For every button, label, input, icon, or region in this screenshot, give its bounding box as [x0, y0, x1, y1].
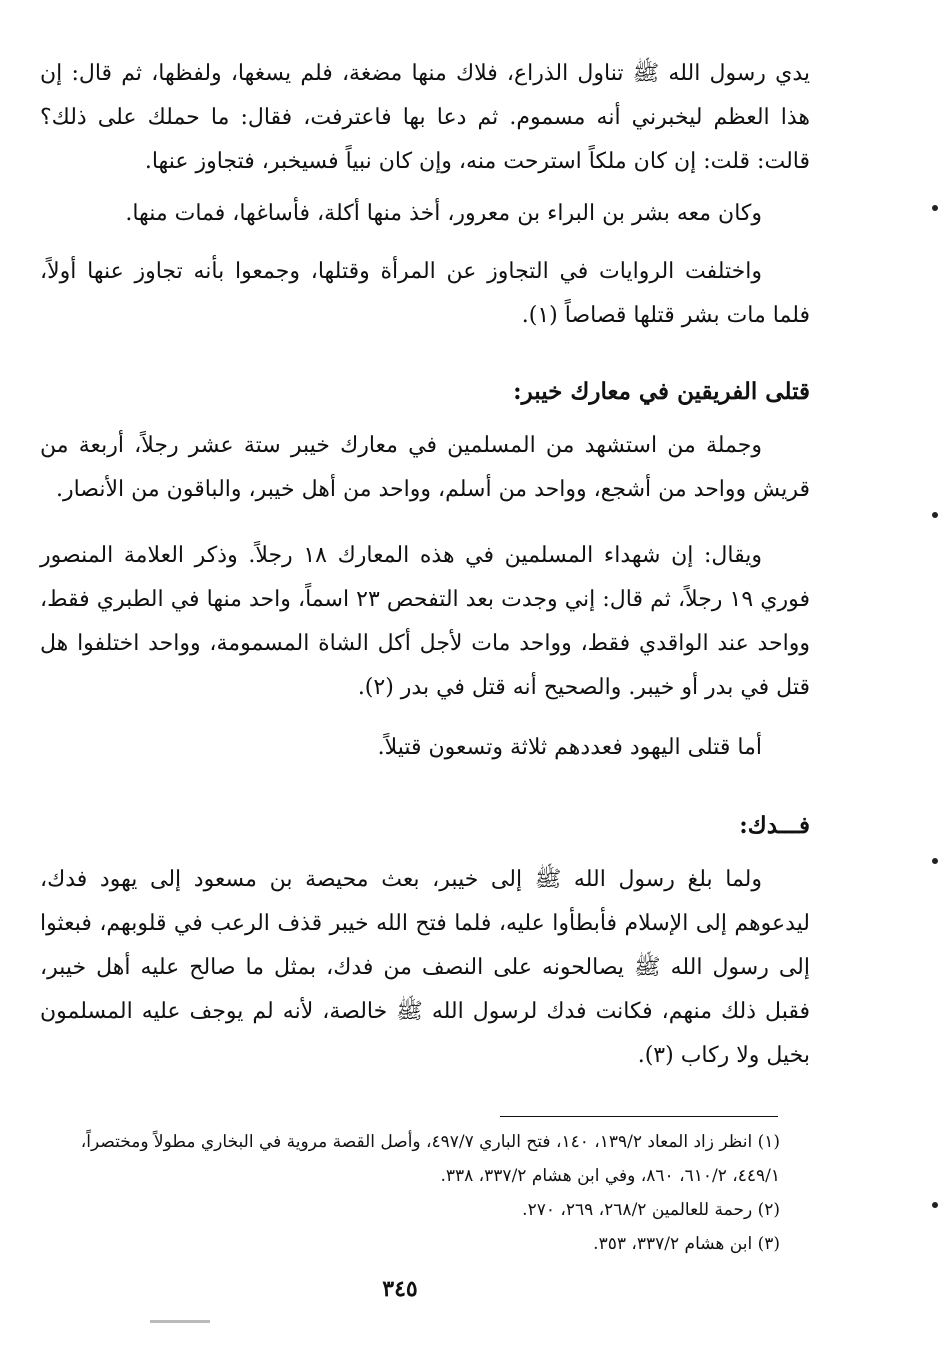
scan-margin-mark: [932, 512, 938, 518]
paragraph-muslim-martyrs: وجملة من استشهد من المسلمين في معارك خيبر ستة عشر رجلاً، أربعة من قريش وواحد من أشجع، وواحد من أسلم، وواحد من أهل خيبر، والباقون من الأنصار.: [40, 433, 810, 502]
heading-casualties: قتلى الفريقين في معارك خيبر:: [513, 378, 810, 405]
page-number: ٣٤٥: [382, 1276, 418, 1302]
scan-margin-mark: [932, 205, 938, 211]
paragraph-poisoned-meat: يدي رسول الله ﷺ تناول الذراع، فلاك منها مضغة، فلم يسغها، ولفظها، ثم قال: إن هذا العظم ليخبرني أنه مسموم. ثم دعا بها فاعترفت، فقال: ما حملك على ذلك؟ قالت: قلت: إن كان ملكاً استرحت منه، وإن كان نبياً فسيخبر، فتجاوز عنها.: [40, 61, 810, 174]
paragraph-martyr-count: ويقال: إن شهداء المسلمين في هذه المعارك ١٨ رجلاً. وذكر العلامة المنصور فوري ١٩ رجلاً، ثم قال: إني وجدت بعد التفحص ٢٣ اسماً، واحد منها في الطبري فقط، وواحد عند الواقدي فقط، وواحد مات لأجل أكل الشاة المسمومة، وواحد اختلفوا هل قتل في بدر أو خيبر. والصحيح أنه قتل في بدر (٢).: [40, 543, 810, 700]
scan-margin-mark: [932, 1202, 938, 1208]
footnote-1: (١) انظر زاد المعاد ١٣٩/٢، ١٤٠، فتح الباري ٤٩٧/٧، وأصل القصة مروية في البخاري مطولاً ومختصراً، ٤٤٩/١، ٦١٠/٢، ٨٦٠، وفي ابن هشام ٣٣٧/٢، ٣٣٨.: [80, 1132, 780, 1186]
top-section: [40, 52, 810, 338]
footnote-divider: [500, 1116, 778, 1117]
paragraph-narrations: واختلفت الروايات في التجاوز عن المرأة وقتلها، وجمعوا بأنه تجاوز عنها أولاً، فلما مات بشر قتلها قصاصاً (١).: [40, 259, 810, 328]
heading-fadak: فـــدك:: [739, 812, 810, 839]
paragraph-fadak: ولما بلغ رسول الله ﷺ إلى خيبر، بعث محيصة بن مسعود إلى يهود فدك، ليدعوهم إلى الإسلام فأبطأوا عليه، فلما فتح الله خيبر قذف الرعب في قلوبهم، فبعثوا إلى رسول الله ﷺ يصالحونه على النصف من فدك، بمثل ما صالح عليه أهل خيبر، فقبل ذلك منهم، فكانت فدك لرسول الله ﷺ خالصة، لأنه لم يوجف عليه المسلمون بخيل ولا ركاب (٣).: [40, 867, 810, 1068]
footnote-3: (٣) ابن هشام ٣٣٧/٢، ٣٥٣.: [593, 1234, 780, 1254]
scan-margin-mark: [932, 858, 938, 864]
casualties-section: [40, 424, 810, 770]
scan-smudge: [150, 1320, 210, 1323]
paragraph-jewish-dead: أما قتلى اليهود فعددهم ثلاثة وتسعون قتيلاً.: [377, 735, 762, 760]
paragraph-bishr: وكان معه بشر بن البراء بن معرور، أخذ منها أكلة، فأساغها، فمات منها.: [125, 201, 762, 226]
fadak-section: [40, 858, 810, 1078]
footnotes: [40, 1125, 780, 1261]
footnote-2: (٢) رحمة للعالمين ٢٦٨/٢، ٢٦٩، ٢٧٠.: [522, 1200, 780, 1220]
